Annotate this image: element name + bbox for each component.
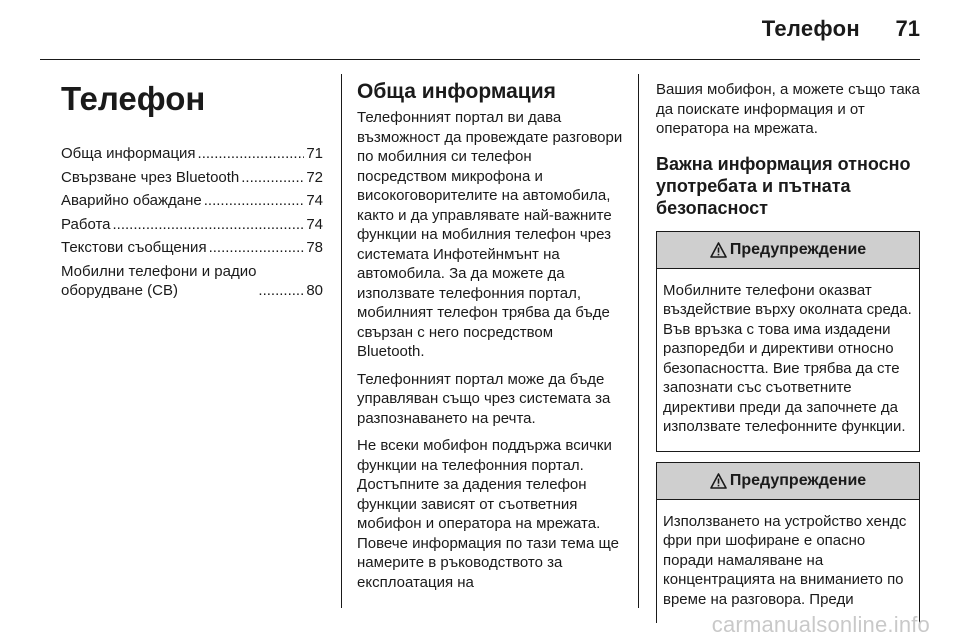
toc-label: Аварийно обаждане xyxy=(61,192,202,209)
toc-item-mobile-radio[interactable] xyxy=(61,262,323,301)
toc-label: Мобилни телефони и радио оборудване (CB) xyxy=(61,262,257,299)
general-info-column xyxy=(357,80,623,600)
column-divider-2 xyxy=(638,74,639,608)
body-paragraph: Телефонният портал ви дава възможност да провеждате разговори по мобилния си телефон посредством микрофона и високоговорителите на автомобила, както и да управлявате най-важните функции на мобилния телефон чрез системата Инфотейнмънт на автомобила. За да можете да използвате телефонния портал, мобилният телефон трябва да бъде свързан с него посредством Bluetooth. xyxy=(357,109,623,360)
toc-page: 72 xyxy=(306,168,323,186)
toc-item-emergency-call[interactable] xyxy=(61,191,323,211)
toc-leader-dots xyxy=(198,144,305,164)
toc-page: 78 xyxy=(306,239,323,256)
chapter-title: Телефон xyxy=(61,80,206,117)
chapter-column xyxy=(61,80,323,305)
toc-page: 71 xyxy=(306,145,323,162)
body-paragraph: Не всеки мобифон поддържа всички функции на телефонния портал. Достъпните за дадения телефон функции зависят от съответния мобифон и оператора на мрежата. Повече информация по тази тема ще намерите в ръководството за експлоатация на xyxy=(357,437,620,591)
watermark: carmanualsonline.info xyxy=(711,612,930,637)
toc-label: Работа xyxy=(61,215,111,233)
warning-triangle-icon xyxy=(710,473,727,489)
toc-label: Обща информация xyxy=(61,145,196,162)
toc-item-text-messages[interactable] xyxy=(61,238,323,258)
toc-leader-dots xyxy=(258,281,304,301)
toc-page: 80 xyxy=(306,282,323,299)
subsection-heading: Важна информация относно употребата и пътната безопасност xyxy=(656,153,911,218)
toc-item-general-info[interactable] xyxy=(61,144,323,164)
warning-header xyxy=(657,232,919,269)
toc-leader-dots xyxy=(204,191,305,211)
running-header-title: Телефон xyxy=(761,16,860,41)
warning-box xyxy=(656,231,920,452)
table-of-contents xyxy=(61,144,323,301)
body-paragraph: Телефонният портал може да бъде управляван също чрез системата за разпознаването на речта. xyxy=(357,370,611,427)
toc-item-bluetooth[interactable] xyxy=(61,168,323,188)
toc-item-operation[interactable] xyxy=(61,215,323,235)
toc-page: 74 xyxy=(306,192,323,209)
warning-title: Предупреждение xyxy=(729,240,867,258)
toc-leader-dots xyxy=(113,215,305,235)
column-divider-1 xyxy=(341,74,342,608)
body-paragraph: Вашия мобифон, а можете също така да поискате информация и от оператора на мрежата. xyxy=(656,81,920,137)
section-heading: Обща информация xyxy=(357,80,556,103)
warning-header xyxy=(657,463,919,500)
warning-text: Използването на устройство хендс фри при шофиране е опасно поради намаляване на концентрацията на вниманието по време на разговора. Преди xyxy=(663,512,907,608)
warning-title: Предупреждение xyxy=(729,471,867,489)
toc-label: Текстови съобщения xyxy=(61,239,207,256)
warning-triangle-icon xyxy=(710,242,727,258)
warning-box xyxy=(656,462,920,624)
toc-page: 74 xyxy=(306,215,323,233)
toc-leader-dots xyxy=(241,168,304,188)
page-number: 71 xyxy=(895,16,920,41)
toc-leader-dots xyxy=(209,238,305,258)
safety-column xyxy=(656,80,920,623)
header-rule xyxy=(40,59,920,60)
toc-label: Свързване чрез Bluetooth xyxy=(61,168,240,186)
warning-text: Мобилните телефони оказват въздействие върху околната среда. Във връзка с това има издадени разпоредби и директиви относно безопасността. Вие трябва да сте запознати със съответните директиви преди да започнете да използвате телефонните функции. xyxy=(663,281,912,435)
